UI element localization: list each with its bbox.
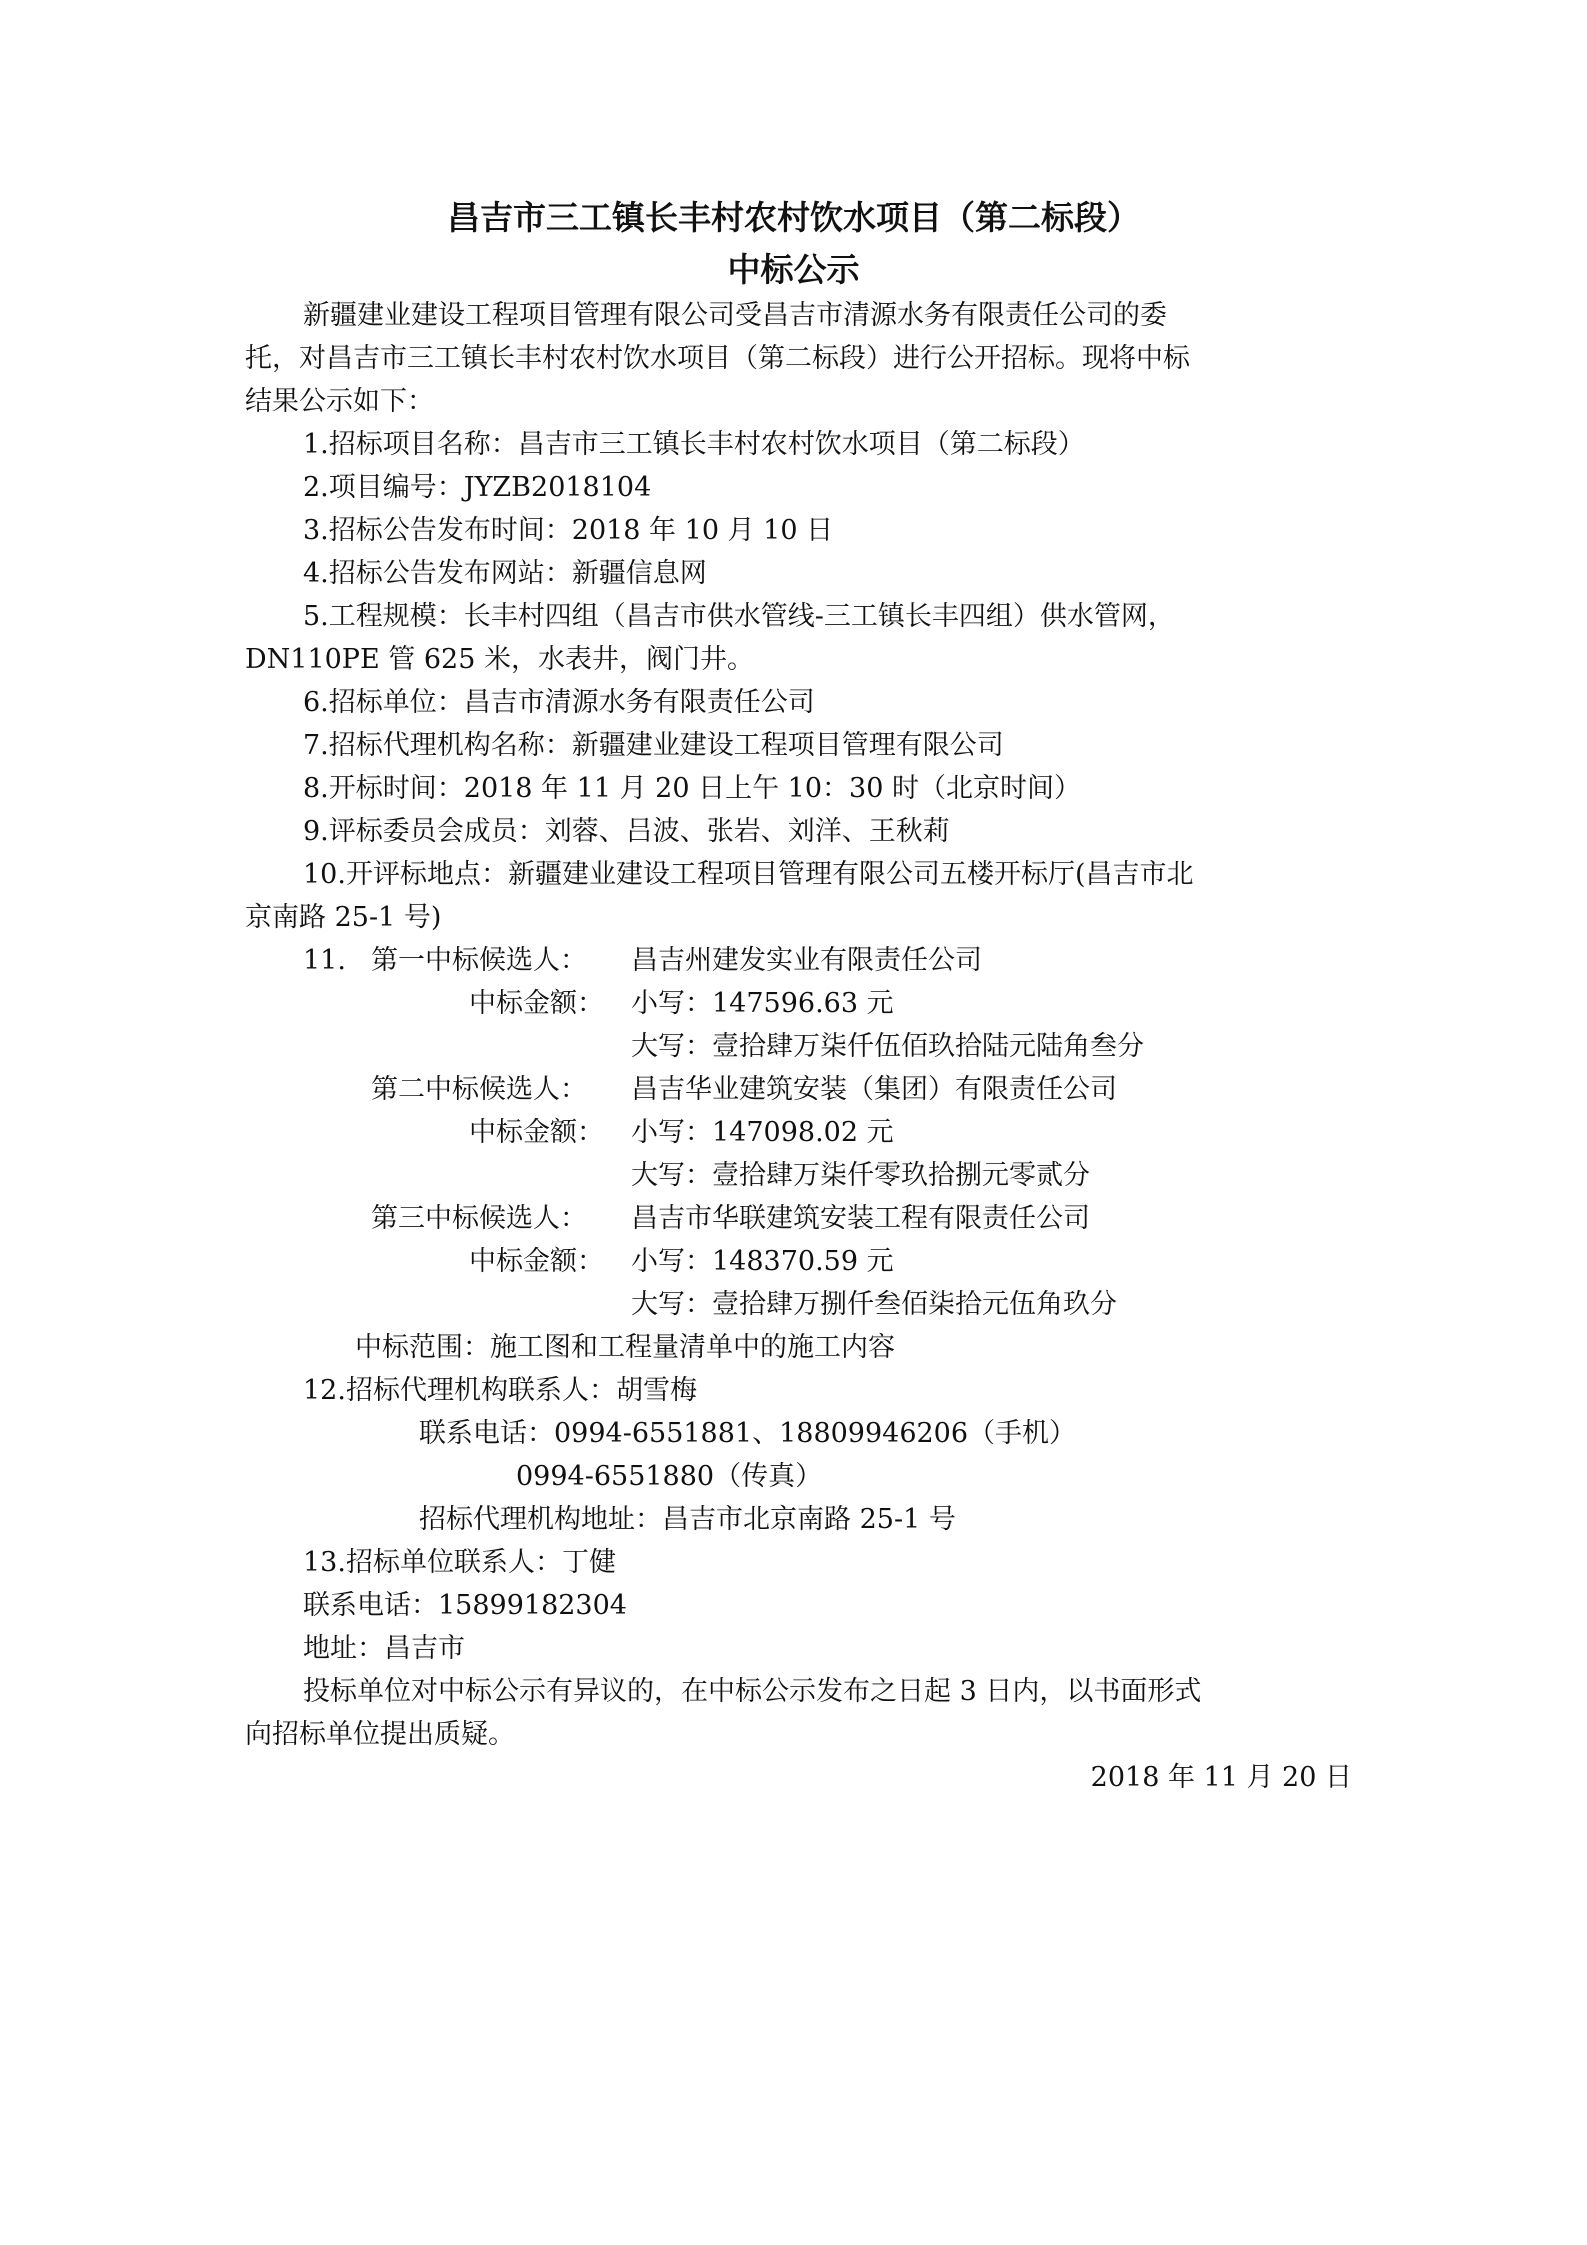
owner-address: 地址：昌吉市 [303,1633,465,1664]
intro-line-2: 托，对昌吉市三工镇长丰村农村饮水项目（第二标段）进行公开招标。现将中标 [245,343,1190,374]
item-13-owner-contact: 13.招标单位联系人：丁健 [303,1547,616,1578]
agency-address: 招标代理机构地址：昌吉市北京南路 25-1 号 [419,1504,956,1535]
candidate-2-amount-label: 中标金额： [469,1117,604,1148]
item-12-agency-contact: 12.招标代理机构联系人：胡雪梅 [303,1375,697,1406]
agency-fax: 0994-6551880（传真） [516,1461,823,1492]
candidate-2-name: 昌吉华业建筑安装（集团）有限责任公司 [631,1074,1117,1105]
item-10-location-line-1: 10.开评标地点：新疆建业建设工程项目管理有限公司五楼开标厅(昌吉市北 [303,859,1194,890]
item-7-agency-name: 7.招标代理机构名称：新疆建业建设工程项目管理有限公司 [303,730,1004,761]
candidate-1-amount-label: 中标金额： [469,988,604,1019]
item-10-location-line-2: 京南路 25-1 号) [245,902,442,933]
candidate-3-name: 昌吉市华联建筑安装工程有限责任公司 [631,1203,1090,1234]
agency-phone: 联系电话：0994-6551881、18809946206（手机） [419,1418,1077,1449]
owner-phone: 联系电话：15899182304 [303,1590,627,1621]
item-8-opening-time: 8.开标时间：2018 年 11 月 20 日上午 10：30 时（北京时间） [303,773,1081,804]
item-6-tendering-unit: 6.招标单位：昌吉市清源水务有限责任公司 [303,687,815,718]
candidate-3-amount-figures: 小写：148370.59 元 [631,1246,894,1277]
item-11-number: 11. [303,945,346,976]
candidate-3-label: 第三中标候选人： [371,1203,587,1234]
candidate-1-label: 第一中标候选人： [371,945,587,976]
candidate-2-label: 第二中标候选人： [371,1074,587,1105]
closing-line-2: 向招标单位提出质疑。 [245,1719,515,1750]
candidate-2-amount-figures: 小写：147098.02 元 [631,1117,894,1148]
item-5-scale-line-2: DN110PE 管 625 米，水表井，阀门井。 [245,644,754,675]
candidate-3-amount-words: 大写：壹拾肆万捌仟叁佰柒拾元伍角玖分 [631,1289,1117,1320]
candidate-1-name: 昌吉州建发实业有限责任公司 [631,945,982,976]
document-title: 昌吉市三工镇长丰村农村饮水项目（第二标段） [447,198,1140,237]
item-2-project-number: 2.项目编号：JYZB2018104 [303,472,652,503]
intro-line-3: 结果公示如下： [245,386,434,417]
candidate-1-amount-figures: 小写：147596.63 元 [631,988,894,1019]
item-3-announcement-date: 3.招标公告发布时间：2018 年 10 月 10 日 [303,515,834,546]
candidate-1-amount-words: 大写：壹拾肆万柒仟伍佰玖拾陆元陆角叁分 [631,1031,1144,1062]
document-subtitle: 中标公示 [727,250,860,289]
candidate-2-amount-words: 大写：壹拾肆万柒仟零玖拾捌元零贰分 [631,1160,1090,1191]
item-5-scale-line-1: 5.工程规模：长丰村四组（昌吉市供水管线-三工镇长丰四组）供水管网， [303,601,1175,632]
item-1-project-name: 1.招标项目名称：昌吉市三工镇长丰村农村饮水项目（第二标段） [303,429,1085,460]
item-4-announcement-website: 4.招标公告发布网站：新疆信息网 [303,558,707,589]
intro-line-1: 新疆建业建设工程项目管理有限公司受昌吉市清源水务有限责任公司的委 [303,300,1167,331]
notice-date: 2018 年 11 月 20 日 [1090,1762,1352,1793]
bid-scope: 中标范围：施工图和工程量清单中的施工内容 [355,1332,895,1363]
item-9-committee-members: 9.评标委员会成员：刘蓉、吕波、张岩、刘洋、王秋莉 [303,816,950,847]
candidate-3-amount-label: 中标金额： [469,1246,604,1277]
closing-line-1: 投标单位对中标公示有异议的，在中标公示发布之日起 3 日内，以书面形式 [303,1676,1202,1707]
